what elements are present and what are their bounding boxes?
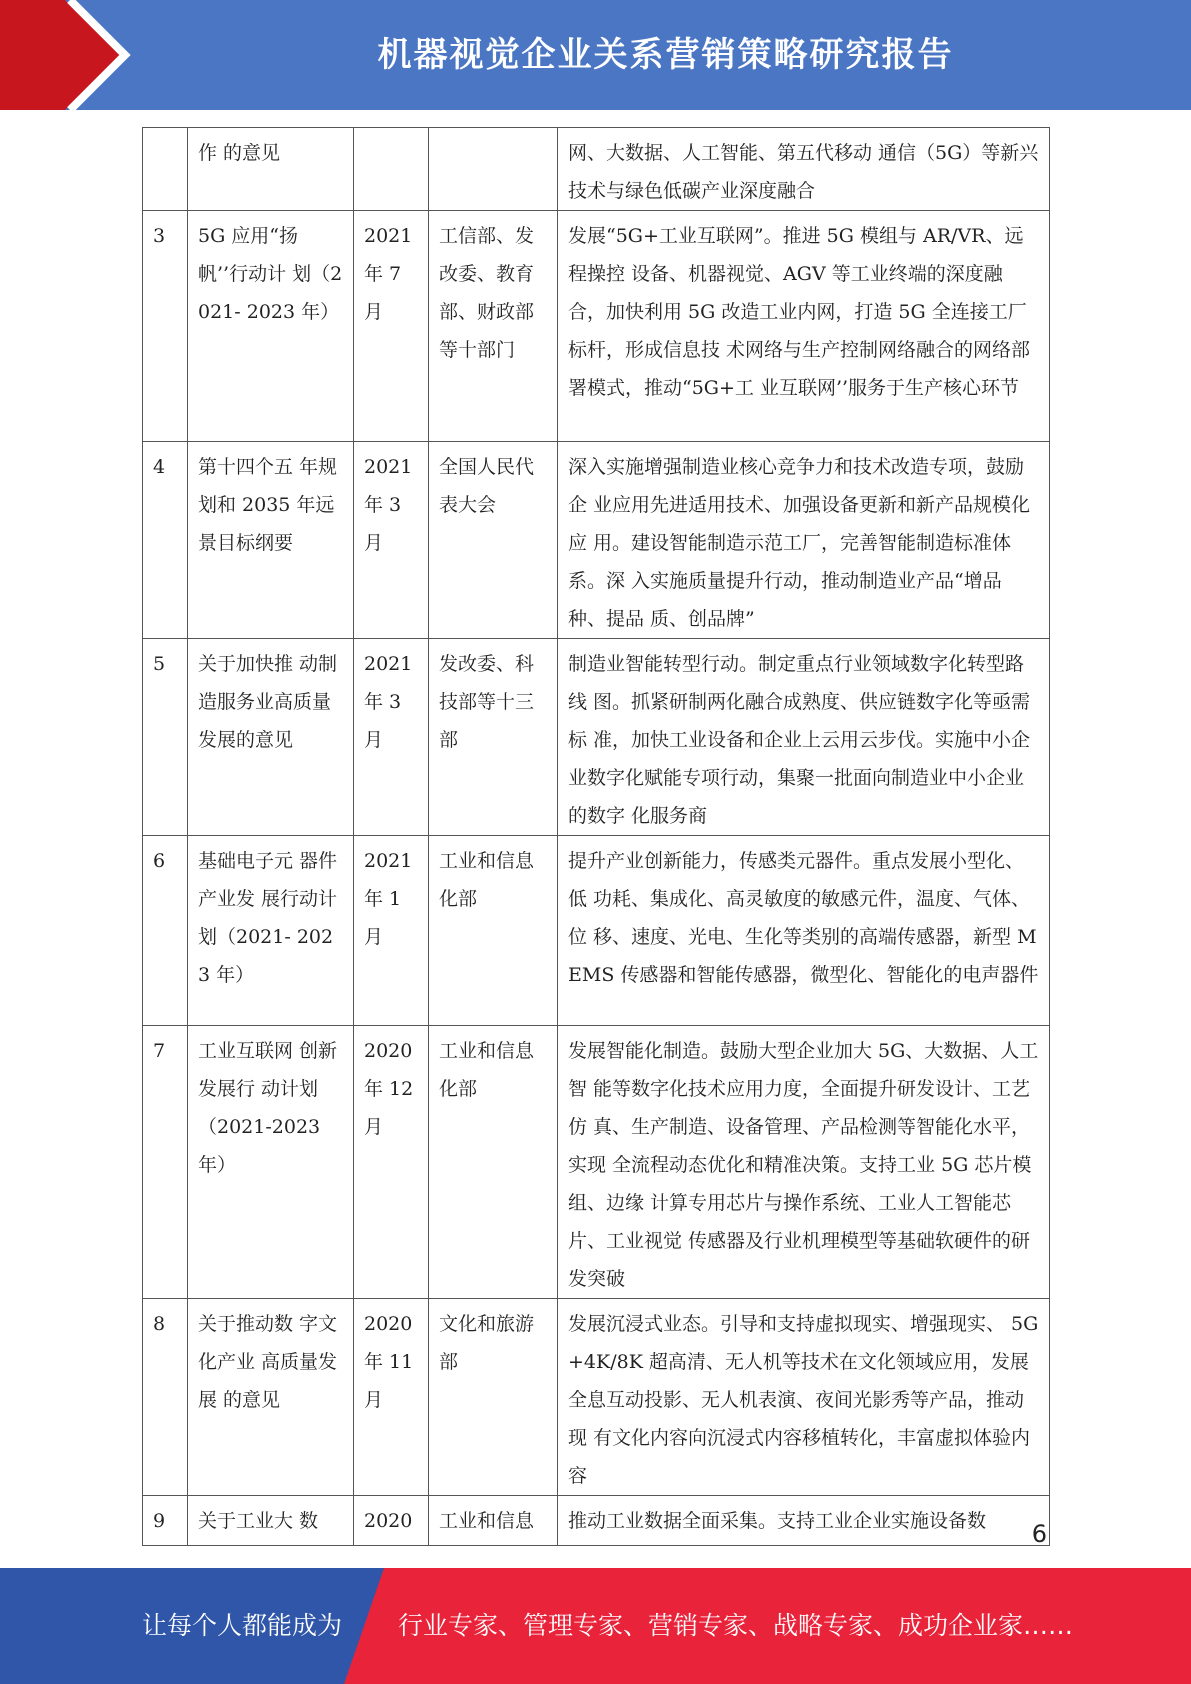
- row-number-cell: 9: [143, 1496, 188, 1546]
- row-number-cell: 7: [143, 1026, 188, 1299]
- issuing-department-cell: 发改委、科技部等十三部: [429, 639, 558, 836]
- row-number-cell: 5: [143, 639, 188, 836]
- row-number-cell: 8: [143, 1299, 188, 1496]
- row-number-cell: 6: [143, 836, 188, 1026]
- policy-name-cell: 作 的意见: [188, 128, 354, 211]
- policy-content-cell: 推动工业数据全面采集。支持工业企业实施设备数: [558, 1496, 1050, 1546]
- table-row: [143, 442, 1050, 639]
- release-date-cell: [354, 128, 429, 211]
- policy-name-cell: 关于工业大 数: [188, 1496, 354, 1546]
- footer-slogan-right: 行业专家、管理专家、营销专家、战略专家、成功企业家……: [398, 1611, 1074, 1640]
- policy-table-container: [142, 127, 1049, 1532]
- header-arrow-icon: [0, 0, 160, 110]
- issuing-department-cell: 工业和信息化部: [429, 1026, 558, 1299]
- page-footer: [0, 1568, 1191, 1684]
- policy-content-cell: 发展沉浸式业态。引导和支持虚拟现实、增强现实、 5G+4K/8K 超高清、无人机等技术在文化领域应用，发展 全息互动投影、无人机表演、夜间光影秀等产品，推动现 有文化内容向沉浸式内容移植转化，丰富虚拟体验内容: [558, 1299, 1050, 1496]
- page-header: [0, 0, 1191, 110]
- release-date-cell: 2021 年 3 月: [354, 442, 429, 639]
- table-row: [143, 211, 1050, 442]
- policy-content-cell: 发展智能化制造。鼓励大型企业加大 5G、大数据、人工智 能等数字化技术应用力度，全面提升研发设计、工艺仿 真、生产制造、设备管理、产品检测等智能化水平，实现 全流程动态优化和精准决策。支持工业 5G 芯片模组、边缘 计算专用芯片与操作系统、工业人工智能芯片、工业视觉 传感器及行业机理模型等基础软硬件的研发突破: [558, 1026, 1050, 1299]
- release-date-cell: 2020 年 11 月: [354, 1299, 429, 1496]
- policy-name-cell: 工业互联网 创新发展行 动计划（2021-2023 年）: [188, 1026, 354, 1299]
- table-row: [143, 639, 1050, 836]
- policy-name-cell: 关于加快推 动制造服务业高质量发展的意见: [188, 639, 354, 836]
- policy-name-cell: 第十四个五 年规划和 2035 年远 景目标纲要: [188, 442, 354, 639]
- issuing-department-cell: [429, 128, 558, 211]
- policy-table: [142, 127, 1050, 1546]
- release-date-cell: 2020 年 12 月: [354, 1026, 429, 1299]
- policy-name-cell: 关于推动数 字文化产业 高质量发展 的意见: [188, 1299, 354, 1496]
- release-date-cell: 2021 年 3 月: [354, 639, 429, 836]
- issuing-department-cell: 全国人民代表大会: [429, 442, 558, 639]
- row-number-cell: [143, 128, 188, 211]
- footer-slogan-left: 让每个人都能成为: [142, 1611, 343, 1640]
- row-number-cell: 4: [143, 442, 188, 639]
- report-title: 机器视觉企业关系营销策略研究报告: [377, 35, 954, 75]
- release-date-cell: 2020: [354, 1496, 429, 1546]
- policy-content-cell: 发展“5G+工业互联网”。推进 5G 模组与 AR/VR、远程操控 设备、机器视觉、AGV 等工业终端的深度融合，加快利用 5G 改造工业内网，打造 5G 全连接工厂标杆，形成信息技 术网络与生产控制网络融合的网络部署模式，推动“5G+工 业互联网’’服务于生产核心环节: [558, 211, 1050, 442]
- policy-name-cell: 基础电子元 器件产业发 展行动计划（2021- 2023 年）: [188, 836, 354, 1026]
- issuing-department-cell: 工业和信息: [429, 1496, 558, 1546]
- policy-content-cell: 制造业智能转型行动。制定重点行业领域数字化转型路线 图。抓紧研制两化融合成熟度、供应链数字化等亟需标 准，加快工业设备和企业上云用云步伐。实施中小企业数字化赋能专项行动，集聚一批面向制造业中小企业的数字 化服务商: [558, 639, 1050, 836]
- page-number: 6: [1031, 1520, 1047, 1548]
- row-number-cell: 3: [143, 211, 188, 442]
- table-row: [143, 1299, 1050, 1496]
- policy-content-cell: 提升产业创新能力，传感类元器件。重点发展小型化、低 功耗、集成化、高灵敏度的敏感元件，温度、气体、位 移、速度、光电、生化等类别的高端传感器，新型 MEMS 传感器和智能传感器，微型化、智能化的电声器件: [558, 836, 1050, 1026]
- issuing-department-cell: 文化和旅游部: [429, 1299, 558, 1496]
- table-row: [143, 836, 1050, 1026]
- table-row: [143, 1026, 1050, 1299]
- issuing-department-cell: 工业和信息化部: [429, 836, 558, 1026]
- policy-name-cell: 5G 应用“扬 帆’’行动计 划（2021- 2023 年）: [188, 211, 354, 442]
- policy-content-cell: 深入实施增强制造业核心竞争力和技术改造专项，鼓励企 业应用先进适用技术、加强设备更新和新产品规模化应 用。建设智能制造示范工厂，完善智能制造标准体系。深 入实施质量提升行动，推动制造业产品“增品种、提品 质、创品牌”: [558, 442, 1050, 639]
- issuing-department-cell: 工信部、发改委、教育部、财政部等十部门: [429, 211, 558, 442]
- release-date-cell: 2021 年 7 月: [354, 211, 429, 442]
- release-date-cell: 2021 年 1 月: [354, 836, 429, 1026]
- table-row: [143, 128, 1050, 211]
- table-row: [143, 1496, 1050, 1546]
- policy-content-cell: 网、大数据、人工智能、第五代移动 通信（5G）等新兴技术与绿色低碳产业深度融合: [558, 128, 1050, 211]
